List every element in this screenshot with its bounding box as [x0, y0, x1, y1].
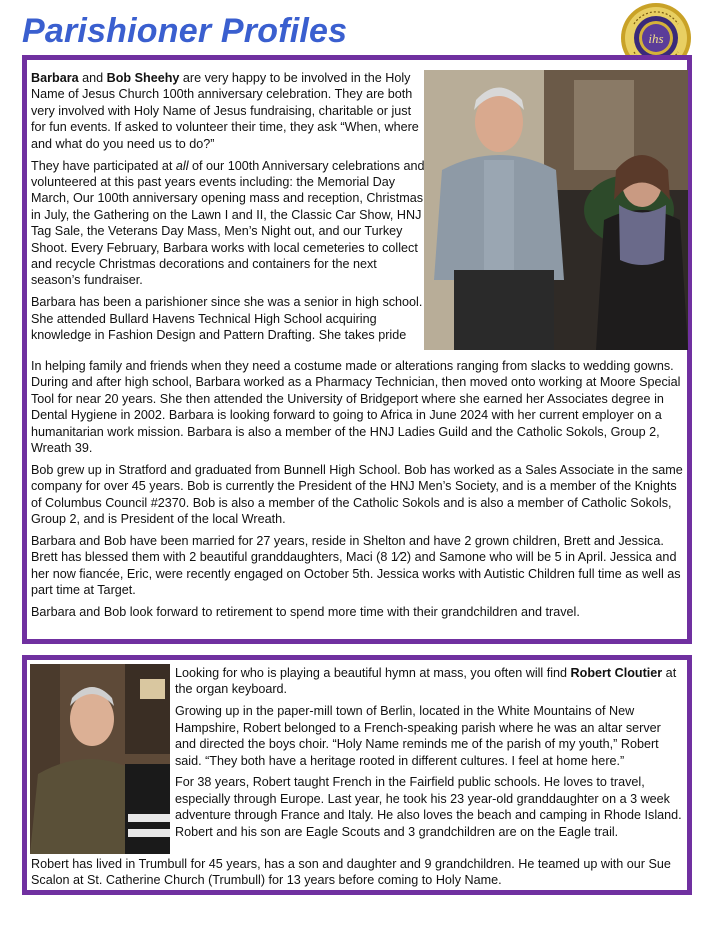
- profile-box-sheehy: [22, 55, 692, 644]
- paragraph-text: are very happy to be involved in the Holy Name of Jesus Church 100th anniversary celebration. They are both very involved with Holy Name of Jesus fundraising, charitable or just for fun events. If asked to volunteer their time, they ask “When, where and what do you need us to do?”: [31, 71, 419, 151]
- profile2-intro-column: [175, 665, 685, 846]
- profile1-paragraph-2: [31, 158, 425, 289]
- profile1-paragraph-6: Barbara and Bob have been married for 27 years, reside in Shelton and have 2 grown children, Brett and Jessica. Brett has blessed them with 2 beautiful granddaughters, Maci (8 1⁄2) and Samone who will be 5 in April. Jessica and her now fiancée, Eric, were recently engaged on October 5th. Jessica works with Autistic Children full time as well as part time at Target.: [31, 534, 681, 598]
- profile1-paragraph-1: [31, 70, 425, 152]
- profile2-paragraph-4: Robert has lived in Trumbull for 45 years, has a son and daughter and 9 grandchildren. He teamed up with our Sue Scalon at St. Catherine Church (Trumbull) for 13 years before coming to Holy Name.: [31, 857, 671, 888]
- profile1-paragraph-5: Bob grew up in Stratford and graduated from Bunnell High School. Bob has worked as a Sales Associate in the same company for over 45 years. Bob is currently the President of the HNJ Men’s Society, and is a member of the Knights of Columbus Council #2370. Bob is also a member of the Catholic Sokols and is also a member of Catholic Sokols, Group 2, and is President of the local Wreath.: [31, 462, 683, 527]
- name-robert-cloutier: Robert Cloutier: [570, 666, 663, 680]
- profile1-paragraph-7: Barbara and Bob look forward to retirement to spend more time with their grandchildren and travel.: [31, 605, 580, 620]
- photo-robert-cloutier: [30, 664, 170, 854]
- page-title: Parishioner Profiles: [22, 12, 348, 50]
- profile-box-cloutier: [22, 655, 692, 895]
- name-bob-sheehy: Bob Sheehy: [106, 71, 180, 85]
- conjunction: and: [78, 71, 107, 85]
- photo-barbara-bob-sheehy: [424, 70, 688, 350]
- profile2-paragraph-3: For 38 years, Robert taught French in the Fairfield public schools. He loves to travel, especially through Europe. Last year, he took his 23 year-old granddaughter on a 3 week adventure through France and Italy. He also loves the beach and camping in Rhode Island. Robert and his son are Eagle Scouts and 3 grandchildren are on the Eagle trail.: [175, 775, 682, 839]
- paragraph-text: They have participated at: [31, 158, 176, 173]
- name-barbara: Barbara: [31, 71, 79, 85]
- profile1-body-column: [31, 358, 686, 626]
- profile1-intro-column: [31, 70, 425, 349]
- profile1-paragraph-4: In helping family and friends when they need a costume made or alterations ranging from slacks to wedding gowns. During and after high school, Barbara worked as a Pharmacy Technician, then moved onto working at Moore Special Tool for near 20 years. She then attended the University of Bridgeport where she earned her Associates degree in Dental Hygiene in 2002. Barbara is looking forward to going to Africa in June 2024 with her current employer on a humanitarian work mission. Barbara is also a member of the HNJ Ladies Guild and the Catholic Sokols, Group 2, Wreath 39.: [31, 359, 681, 456]
- profile2-paragraph-2: Growing up in the paper-mill town of Berlin, located in the White Mountains of New Hampshire, Robert belonged to a French-speaking parish where he was an altar server and directed the boys choir. “Holy Name reminds me of the parish of my youth,” Robert said. “They both have a heritage rooted in different cultures. I feel at home here.”: [175, 704, 661, 768]
- paragraph-text: of our 100th Anniversary celebrations and volunteered at this past years events including: the Memorial Day March, Our 100th anniversary opening mass and reception, Christmas in July, the Gathering on the Lawn I and II, the Classic Car Show, HNJ Tag Sale, the Veterans Day Mass, Men’s Night out, and our Turkey Shoot. Every February, Barbara works with local cemeteries to collect and recycle Christmas decorations and containers for the next season’s fundraiser.: [31, 158, 425, 288]
- emphasis-all: all: [175, 158, 189, 173]
- seal-text: ihs: [648, 31, 664, 46]
- paragraph-text: Looking for who is playing a beautiful hymn at mass, you often will find: [175, 666, 571, 680]
- profile1-paragraph-3: Barbara has been a parishioner since she was a senior in high school. She attended Bullard Havens Technical High School acquiring knowledge in Fashion Design and Pattern Drafting. She takes pride: [31, 295, 423, 343]
- profile2-body-column: [31, 856, 686, 894]
- profile2-paragraph-1: [175, 665, 685, 698]
- paragraph-text: at the organ keyboard.: [175, 666, 677, 697]
